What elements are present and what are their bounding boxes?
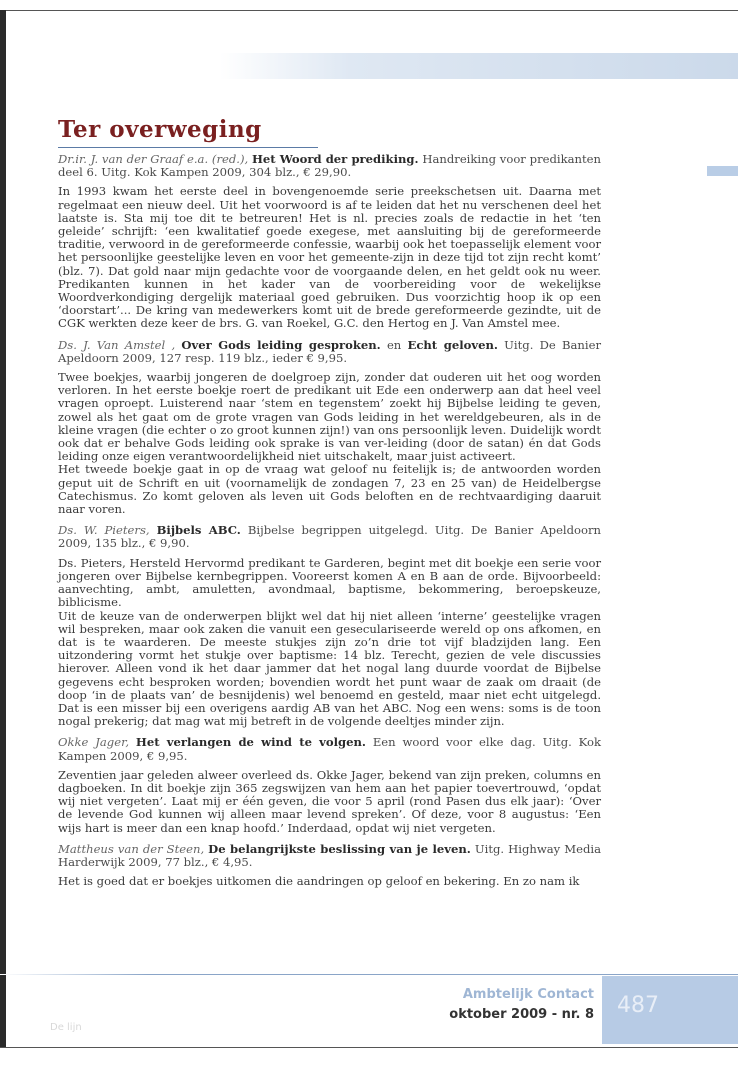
review-paragraph: Ds. Pieters, Hersteld Hervormd predikant te Garderen, begint met dit boekje een serie voor jongeren over Bijbelse kernbegrippen. Vooreerst komen A en B aan de orde. Bijvoorbeeld: aanvechting, ambt, amuletten, avondmaal, baptisme, bekommering, beroepskeuze, biblicisme.	[58, 555, 601, 610]
page-bottom-line	[0, 1047, 738, 1048]
review-citation	[58, 843, 601, 869]
review-author: Dr.ir. J. van der Graaf e.a. (red.),	[58, 152, 249, 166]
review-author: Ds. J. Van Amstel ,	[58, 337, 176, 352]
review-list	[58, 153, 601, 888]
magazine-issue: oktober 2009 - nr. 8	[449, 1007, 594, 1022]
footer-magazine-block	[420, 985, 594, 1025]
review-paragraph: Het tweede boekje gaat in op de vraag wat geloof nu feitelijk is; de antwoorden worden geput uit de Schrift en uit (voornamelijk de zondagen 7, 23 en 25 van) de Heidelbergse Catechismus. Zo komt geloven als leven uit Gods beloften en de rechtvaardiging daaruit naar voren.	[58, 462, 601, 517]
review-connector: en	[386, 337, 402, 352]
review-book-title: Bijbels ABC.	[156, 523, 241, 538]
review-details: Een woord voor elke dag. Uitg. Kok Kampen 2009, € 9,95.	[58, 735, 602, 763]
review-citation	[58, 524, 601, 550]
review-book-title-2: Echt geloven.	[407, 337, 498, 352]
scan-left-edge	[0, 10, 6, 1048]
review-author: Ds. W. Pieters,	[58, 523, 150, 538]
header-gradient-band	[220, 53, 738, 79]
review-details: Handreiking voor predikanten deel 6. Uitg. Kok Kampen 2009, 304 blz., € 29,90.	[58, 152, 601, 180]
review-details: Uitg. Highway Media Harderwijk 2009, 77 blz., € 4,95.	[58, 841, 602, 869]
review-paragraph: Twee boekjes, waarbij jongeren de doelgroep zijn, zonder dat ouderen uit het oog worden verloren. In het eerste boekje roert de predikant uit Ede een onderwerp aan dat heel veel vragen oproept. Luisterend naar ‘stem en tegenstem’ zoekt hij Bijbelse leiding te geven, zowel als het gaat om de grote vragen van Gods leiding in het wereldgebeuren, als in de kleine vragen (die echter o zo groot kunnen zijn!) van ons persoonlijk leven. Duidelijk wordt ook dat er behalve Gods leiding ook sprake is van ver-leiding (door de satan) én dat Gods leiding onze eigen verantwoordelijkheid niet uitschakelt, maar juist activeert.	[58, 370, 601, 464]
side-tab-marker	[707, 166, 738, 176]
footer-rule	[0, 974, 738, 975]
review-citation	[58, 339, 601, 365]
page-top-line	[0, 10, 738, 11]
review-book-title: Het Woord der prediking.	[251, 152, 419, 166]
review-author: Mattheus van der Steen,	[58, 841, 205, 856]
review-book-title: Het verlangen de wind te volgen.	[135, 735, 366, 750]
review-book-title: De belangrijkste beslissing van je leven.	[208, 841, 471, 856]
review-paragraph: Uit de keuze van de onderwerpen blijkt wel dat hij niet alleen ‘interne’ geestelijke vragen wil bespreken, maar ook zaken die vanuit een geseculariseerde wereld op ons afkomen, en dat is te waarderen. De meeste stukjes zijn zo’n drie tot vijf bladzijden lang. Een uitzondering vormt het stukje over baptisme: 14 blz. Terecht, gezien de vele discussies hierover. Alleen vond ik het daar jammer dat het nogal lang duurde voordat de Bijbelse gegevens echt besproken worden; bovendien wordt het punt waar de zaak om draait (de doop ‘in de plaats van’ de besnijdenis) wel benoemd en gesteld, maar niet echt uitgelegd. Dat is een misser bij een overigens aardig AB van het ABC. Nog een wens: soms is de toon nogal prekerig; dat mag wat mij betreft in de volgende deeltjes minder zijn.	[58, 608, 601, 729]
review-author: Okke Jager,	[58, 735, 130, 750]
magazine-name: Ambtelijk Contact	[462, 987, 594, 1002]
title-underline	[58, 147, 318, 148]
review-details: Uitg. De Banier Apeldoorn 2009, 127 resp. 119 blz., ieder € 9,95.	[58, 337, 601, 365]
page-title: Ter overweging	[58, 116, 262, 143]
review-book-title: Over Gods leiding gesproken.	[181, 337, 381, 352]
review-paragraph: Het is goed dat er boekjes uitkomen die aandringen op geloof en bekering. En zo nam ik	[58, 874, 580, 889]
review-citation	[58, 153, 601, 179]
review-citation	[58, 736, 601, 762]
review-details: Bijbelse begrippen uitgelegd. Uitg. De Banier Apeldoorn 2009, 135 blz., € 9,90.	[58, 523, 602, 551]
page-number: 487	[617, 993, 659, 1018]
footer-left-text: De lijn	[50, 1022, 82, 1033]
review-paragraph: In 1993 kwam het eerste deel in bovengenoemde serie preekschetsen uit. Daarna met regelmaat een nieuw deel. Uit het voorwoord is af te leiden dat het nu verschenen deel het laatste is. Sta mij toe dit te betreuren! Het is nl. precies zoals de redactie in het ‘ten geleide’ schrijft: ‘een kwalitatief goede exegese, met aansluiting bij de gereformeerde traditie, verwoord in de gereformeerde confessie, waarbij ook het toepasselijk element voor het persoonlijke geestelijke leven en voor het gemeente-zijn in deze tijd tot zijn recht komt’ (blz. 7). Dat gold naar mijn gedachte voor de voorgaande delen, en het geldt ook nu weer. Predikanten kunnen in het kader van de voorbereiding voor de wekelijkse Woordverkondiging dergelijk materiaal goed gebruiken. Dus voorzichtig hoop ik op een ‘doorstart’... De kring van medewerkers komt uit de brede gereformeerde gezindte, uit de CGK werkten deze keer de brs. G. van Roekel, G.C. den Hertog en J. Van Amstel mee.	[58, 184, 601, 331]
review-paragraph: Zeventien jaar geleden alweer overleed ds. Okke Jager, bekend van zijn preken, columns en dagboeken. In dit boekje zijn 365 zegswijzen van hem aan het papier toevertrouwd, ‘opdat wij niet vergeten’. Laat mij er één geven, die voor 5 april (rond Pasen dus elk jaar): ‘Over de levende God kunnen wij alleen maar levend spreken’. Of deze, voor 8 augustus: ‘Een wijs hart is meer dan een knap hoofd.’ Inderdaad, opdat wij niet vergeten.	[58, 767, 601, 835]
